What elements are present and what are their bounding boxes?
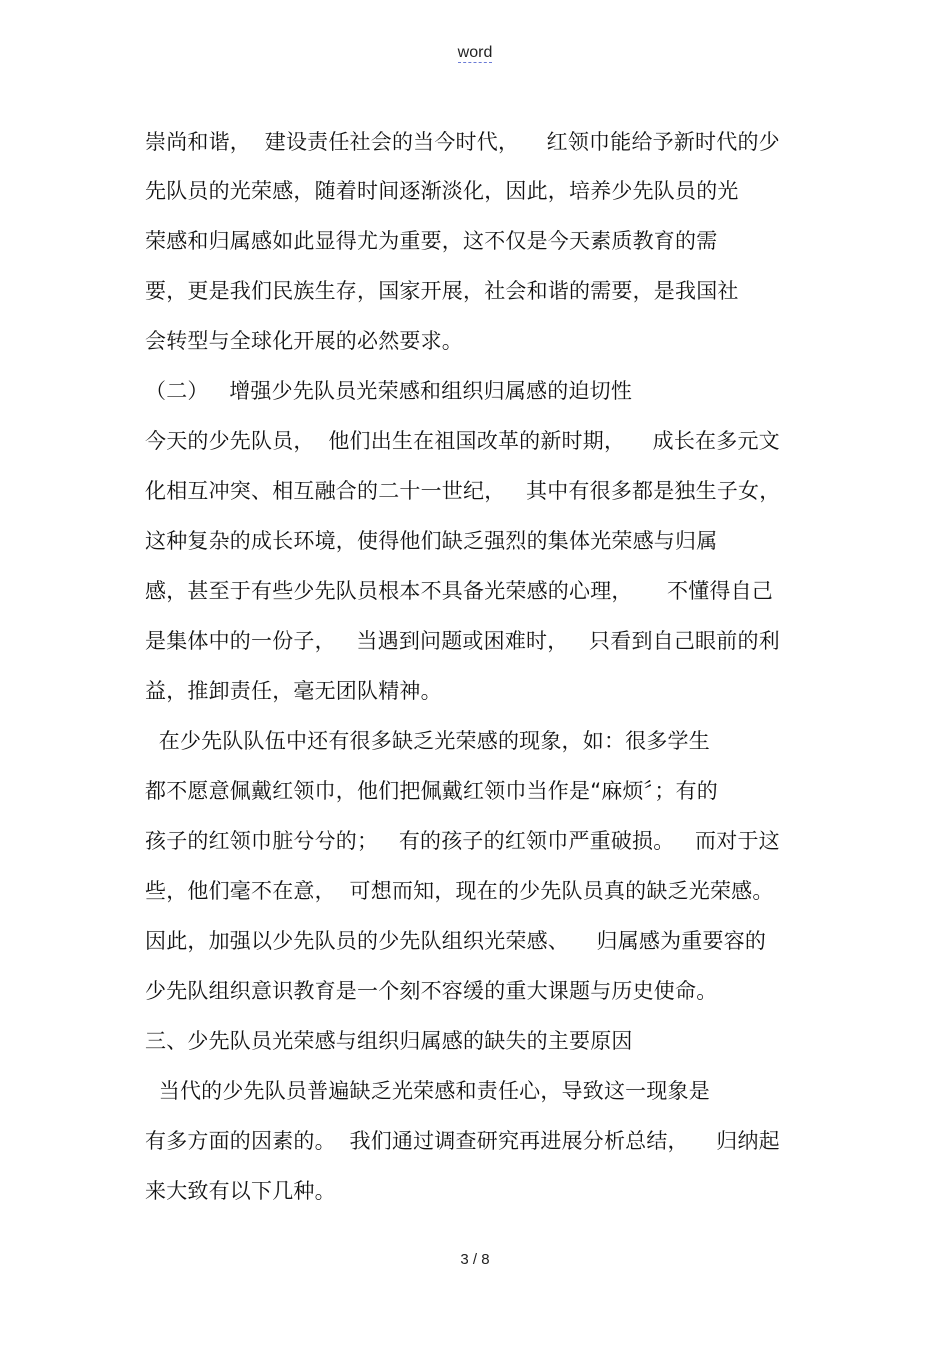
text-line: 这种复杂的成长环境，使得他们缺乏强烈的集体光荣感与归属 (145, 529, 718, 553)
text-line: 有多方面的因素的。 我们通过调查研究再进展分析总结， 归纳起 (145, 1129, 780, 1153)
text-line: 来大致有以下几种。 (145, 1179, 336, 1203)
text-line: 当代的少先队员普遍缺乏光荣感和责任心，导致这一现象是 (145, 1079, 710, 1103)
text-line: 感，甚至于有些少先队员根本不具备光荣感的心理， 不懂得自己 (145, 579, 773, 603)
header-title: word (457, 44, 493, 61)
text-line: 会转型与全球化开展的必然要求。 (145, 329, 463, 353)
text-line: 都不愿意佩戴红领巾，他们把佩戴红领巾当作是“麻烦〞；有的 (145, 779, 718, 803)
text-line: 化相互冲突、相互融合的二十一世纪， 其中有很多都是独生子女， (145, 479, 781, 503)
text-line: 益，推卸责任，毫无团队精神。 (145, 679, 442, 703)
text-line: 孩子的红领巾脏兮兮的； 有的孩子的红领巾严重破损。 而对于这 (145, 829, 780, 853)
text-line: 是集体中的一份子， 当遇到问题或困难时， 只看到自己眼前的利 (145, 629, 780, 653)
text-line: 些，他们毫不在意， 可想而知，现在的少先队员真的缺乏光荣感。 (145, 879, 774, 903)
text-line: 崇尚和谐， 建设责任社会的当今时代， 红领巾能给予新时代的少 (145, 130, 780, 154)
text-line: 要，更是我们民族生存，国家开展，社会和谐的需要，是我国社 (145, 279, 739, 303)
section-heading: （二） 增强少先队员光荣感和组织归属感的迫切性 (145, 379, 633, 403)
text-line: 荣感和归属感如此显得尤为重要，这不仅是今天素质教育的需 (145, 229, 718, 253)
text-line: 先队员的光荣感，随着时间逐渐淡化，因此，培养少先队员的光 (145, 179, 739, 203)
text-line: 因此，加强以少先队员的少先队组织光荣感、 归属感为重要容的 (145, 929, 767, 953)
text-line: 在少先队队伍中还有很多缺乏光荣感的现象，如：很多学生 (145, 729, 710, 753)
page-number: 3 / 8 (460, 1251, 490, 1268)
section-heading: 三、少先队员光荣感与组织归属感的缺失的主要原因 (145, 1029, 633, 1053)
text-line: 今天的少先队员， 他们出生在祖国改革的新时期， 成长在多元文 (145, 429, 780, 453)
page-header (0, 44, 950, 62)
text-line: 少先队组织意识教育是一个刻不容缓的重大课题与历史使命。 (145, 979, 718, 1003)
